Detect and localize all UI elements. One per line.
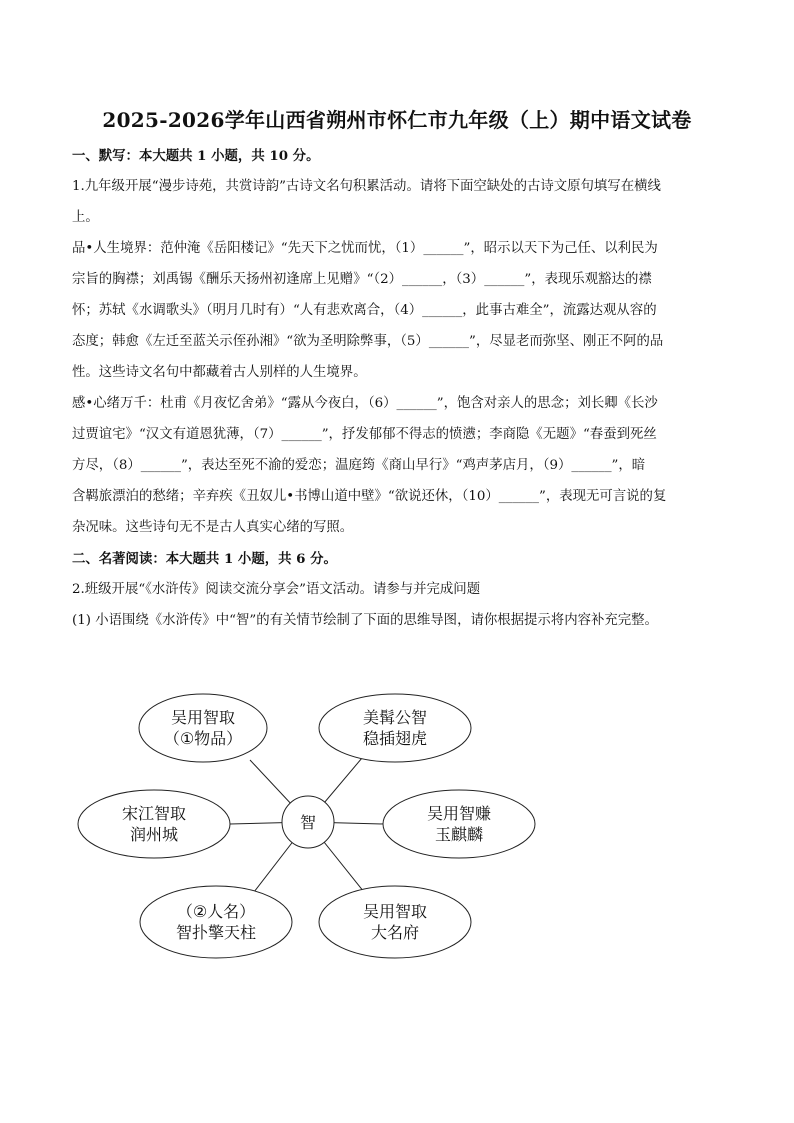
mind-map [72,680,592,970]
node-ellipse-4 [383,790,535,858]
q1-line-2: 上。 [72,210,99,225]
q1-line-4: 宗旨的胸襟；刘禹锡《酬乐天扬州初逢席上见赠》“（2）______，（3）______”，表现乐观豁达的襟 [72,272,652,287]
node-2-line1: 美髯公智 [362,708,428,727]
node-4-line1: 吴用智赚 [426,804,492,823]
q1-line-8: 感•心绪万千：杜甫《月夜忆舍弟》“露从今夜白，（6）______”，饱含对亲人的思念；刘长卿《长沙 [72,396,658,411]
node-ellipse-1 [139,694,267,762]
q1-line-12: 杂况味。这些诗句无不是古人真实心绪的写照。 [72,520,354,535]
node-5-line2: 智扑擎天柱 [175,923,257,942]
q1-line-10: 方尽，（8）______”，表达至死不渝的爱恋；温庭筠《商山早行》“鸡声茅店月，（9）______”，暗 [72,458,646,473]
q1-line-7: 性。这些诗文名句中都藏着古人别样的人生境界。 [72,365,367,380]
node-ellipse-6 [319,886,471,958]
section-heading-1: 一、默写：本大题共 1 小题，共 10 分。 [72,148,320,164]
node-6-line2: 大名府 [370,923,420,942]
q2-line: 2.班级开展“《水浒传》阅读交流分享会”语文活动。请参与并完成问题 [72,582,481,597]
node-2-line2: 稳插翅虎 [362,729,428,748]
node-3-line1: 宋江智取 [121,804,187,823]
node-5-line1: （②人名） [176,902,256,921]
page-title: 2025-2026学年山西省朔州市怀仁市九年级（上）期中语文试卷 [102,108,692,132]
center-label: 智 [299,813,317,832]
q1-line-9: 过贾谊宅》“汉文有道恩犹薄，（7）______”，抒发郁郁不得志的愤懑；李商隐《无题》“春蚕到死丝 [72,427,657,442]
q1-line-11: 含羁旅漂泊的愁绪；辛弃疾《丑奴儿•书博山道中壁》“欲说还休，（10）______”，表现无可言说的复 [72,489,667,504]
q1-line-3: 品•人生境界：范仲淹《岳阳楼记》“先天下之忧而忧，（1）______”，昭示以天下为己任、以利民为 [72,241,658,256]
section-heading-2: 二、名著阅读：本大题共 1 小题，共 6 分。 [72,551,337,567]
node-3-line2: 润州城 [129,825,179,844]
q2-sub1-line: (1) 小语围绕《水浒传》中“智”的有关情节绘制了下面的思维导图，请你根据提示将内容补充完整。 [72,613,658,628]
node-4-line2: 玉麒麟 [434,825,484,844]
node-1-line1: 吴用智取 [170,708,236,727]
q1-line-6: 态度；韩愈《左迁至蓝关示侄孙湘》“欲为圣明除弊事，（5）______”，尽显老而弥坚、刚正不阿的品 [72,334,664,349]
node-ellipse-5 [140,886,292,958]
q1-line-5: 怀；苏轼《水调歌头》（明月几时有）“人有悲欢离合，（4）______，此事古难全”，流露达观从容的 [72,303,657,318]
q1-line-1: 1.九年级开展“漫步诗苑，共赏诗韵”古诗文名句积累活动。请将下面空缺处的古诗文原句填写在横线 [72,179,661,194]
node-1-line2: （①物品） [163,729,243,748]
node-ellipse-3 [78,790,230,858]
node-6-line1: 吴用智取 [362,902,428,921]
node-ellipse-2 [319,694,471,762]
